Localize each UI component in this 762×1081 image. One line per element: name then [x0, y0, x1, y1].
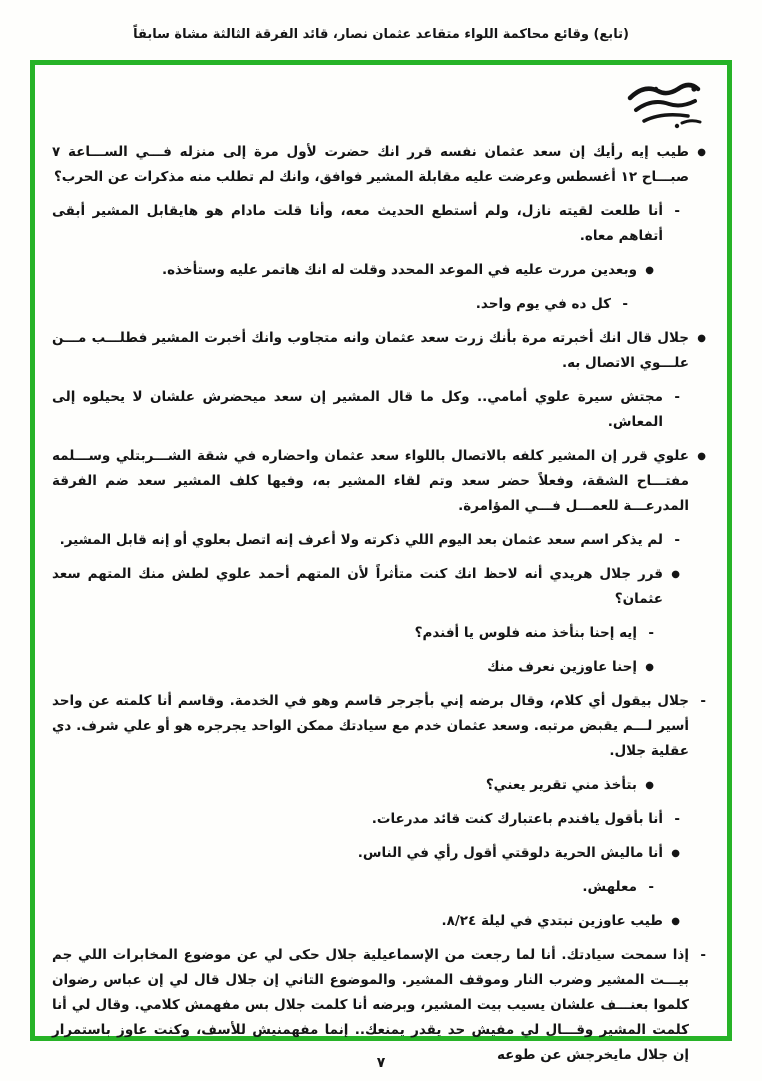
dash-marker: -	[700, 693, 706, 709]
bullet-marker: ●	[697, 451, 706, 462]
question-item	[52, 562, 706, 612]
dash-marker: -	[674, 532, 680, 548]
question-item	[52, 655, 706, 680]
answer-item	[52, 292, 706, 317]
dash-marker: -	[674, 203, 680, 219]
answer-text: كل ده في يوم واحد.	[475, 296, 611, 312]
answer-item	[52, 943, 706, 1068]
answer-item	[52, 199, 706, 249]
bullet-marker: ●	[671, 916, 680, 927]
bullet-marker: ●	[645, 780, 654, 791]
question-item	[52, 841, 706, 866]
answer-text: إيه إحنا بنأخذ منه فلوس يا أفندم؟	[414, 625, 637, 641]
answer-item	[52, 621, 706, 646]
question-text: بتأخذ مني تقرير يعني؟	[485, 777, 637, 793]
question-text: طيب إيه رأيك إن سعد عثمان نفسه قرر انك حضرت لأول مرة إلى منزله فـــي الســـاعة ٧ صبـــاح ١٢ أغسطس وعرضت عليه مقابلة المشير فوافق، وانك لم تطلب منه مذكرات عن الحرب؟	[52, 144, 689, 185]
dash-marker: -	[700, 947, 706, 963]
signature-stamp-icon	[622, 80, 714, 132]
question-item	[52, 258, 706, 283]
question-text: وبعدين مررت عليه في الموعد المحدد وقلت له انك هاتمر عليه وستأخذه.	[161, 262, 637, 278]
bullet-marker: ●	[645, 265, 654, 276]
answer-item	[52, 689, 706, 764]
answer-text: لم يذكر اسم سعد عثمان بعد اليوم اللي ذكرته ولا أعرف إنه اتصل بعلوي أو إنه قابل المشير.	[59, 532, 663, 548]
bullet-marker: ●	[671, 848, 680, 859]
answer-text: مجتش سيرة علوي أمامي.. وكل ما قال المشير إن سعد ميحضرش علشان لا يحيلوه إلى المعاش.	[52, 389, 663, 430]
page-number: ٧	[376, 1055, 386, 1071]
question-text: علوي قرر إن المشير كلفه بالاتصال باللواء سعد عثمان واحضاره في شقة الشـــربتلي وســـلمه مفتـــاح الشقة، وفعلاً حضر سعد وتم لقاء المشير به، وفيها كلف المشير سعد ضم الفرقة المدرعـــة للعمـــل فـــي المؤامرة.	[52, 448, 689, 514]
question-text: أنا ماليش الحرية دلوقتي أقول رأي في الناس.	[357, 845, 663, 861]
page-header: (تابع) وقائع محاكمة اللواء متقاعد عثمان نصار، قائد الفرقة الثالثة مشاة سابقاً	[133, 27, 629, 42]
question-item	[52, 444, 706, 519]
dash-marker: -	[622, 296, 628, 312]
bullet-marker: ●	[645, 662, 654, 673]
bullet-marker: ●	[671, 569, 680, 580]
answer-item	[52, 528, 706, 553]
answer-item	[52, 385, 706, 435]
question-text: جلال قال انك أخبرته مرة بأنك زرت سعد عثمان وانه متجاوب وانك أخبرت المشير فطلـــب مـــن علـــوي الاتصال به.	[52, 330, 689, 371]
dash-marker: -	[674, 389, 680, 405]
question-text: طيب عاوزين نبتدي في ليلة ٨/٢٤.	[441, 913, 663, 929]
answer-text: معلهش.	[582, 879, 637, 895]
answer-text: جلال بيقول أي كلام، وقال برضه إني بأجرجر قاسم وهو في الخدمة. وقاسم أنا كلمته عن واحد أسير لـــم يقبض مرتبه. وسعد عثمان خدم مع سيادتك ممكن الواحد يجرجره هو أو علي شرف. دي عقلية جلال.	[52, 693, 689, 759]
dash-marker: -	[648, 879, 654, 895]
question-text: إحنا عاوزين نعرف منك	[487, 659, 637, 675]
answer-text: أنا طلعت لقيته نازل، ولم أستطع الحديث معه، وأنا قلت مادام هو هايقابل المشير أبقى أتفاهم معاه.	[52, 203, 663, 244]
answer-text: أنا بأقول يافندم باعتبارك كنت قائد مدرعات.	[371, 811, 663, 827]
question-item	[52, 140, 706, 190]
dash-marker: -	[648, 625, 654, 641]
bullet-marker: ●	[697, 147, 706, 158]
question-item	[52, 326, 706, 376]
question-text: قرر جلال هريدي أنه لاحظ انك كنت متأثراً لأن المتهم أحمد علوي لطش منك المتهم سعد عثمان؟	[52, 566, 663, 607]
question-item	[52, 773, 706, 798]
dash-marker: -	[674, 811, 680, 827]
answer-text: إذا سمحت سيادتك. أنا لما رجعت من الإسماعيلية جلال حكى لي عن موضوع المخابرات اللي جم بيـــت المشير وضرب النار وموقف المشير. والموضوع التاني إن جلال قال لي إن عباس رضوان كلموا بعنـــف علشان يسيب بيت المشير، وبرضه أنا كلمت جلال بس مفهمش كلامي. وقال لي أنا كلمت المشير وقـــال لي مفيش حد يقدر يمنعك.. إنما مفهمنيش للأسف، وكنت عاوز باستمرار إن جلال مايخرجش عن طوعه	[52, 947, 689, 1063]
answer-item	[52, 875, 706, 900]
dialog-list	[52, 140, 706, 1063]
answer-item	[52, 807, 706, 832]
bullet-marker: ●	[697, 333, 706, 344]
question-item	[52, 909, 706, 934]
